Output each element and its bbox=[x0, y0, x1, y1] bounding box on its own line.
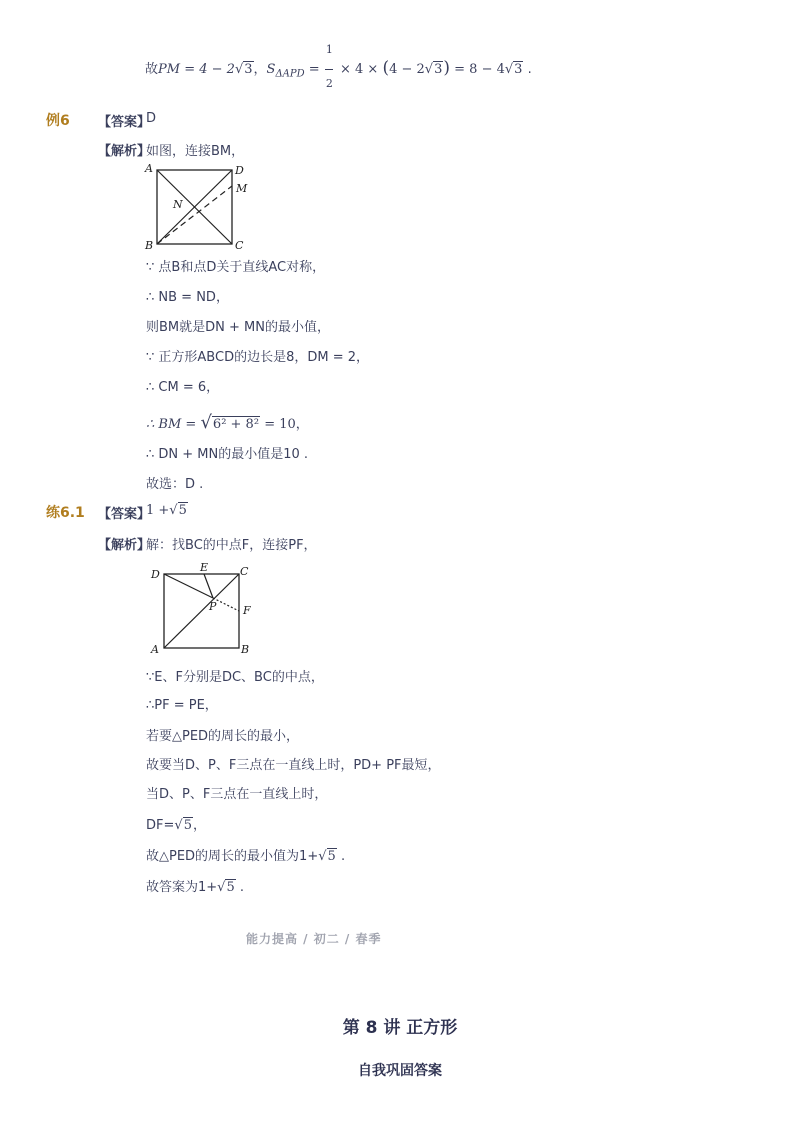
ex61-df-line: DF=√5， bbox=[146, 818, 206, 833]
bm-suffix: = 10， bbox=[264, 417, 309, 432]
label-p: P bbox=[209, 600, 217, 613]
pm-expression: PM = 4 − 2 bbox=[158, 62, 235, 77]
fraction-numerator: 1 bbox=[325, 43, 333, 56]
final-prefix: 故答案为1+ bbox=[146, 880, 218, 895]
final-suffix: . bbox=[239, 880, 245, 895]
practice-6-1-analysis-tag: 【解析】 bbox=[98, 538, 151, 553]
example-6-label: 例6 bbox=[46, 113, 70, 129]
area-symbol: S bbox=[266, 62, 276, 77]
ex61-line-1: ∵E、F分别是DC、BC的中点， bbox=[146, 670, 324, 685]
min-prefix: 故△PED的周长的最小值为1+ bbox=[146, 849, 319, 864]
ex6-bm-line: ∴ BM = √6² + 8² = 10， bbox=[146, 412, 309, 433]
min-suffix: . bbox=[340, 849, 346, 864]
ex61-line-2: ∴PF = PE， bbox=[146, 698, 218, 713]
example-6-answer: D bbox=[146, 111, 157, 126]
ex6-line-4: ∵ 正方形ABCD的边长是8，DM = 2， bbox=[146, 350, 369, 365]
ex61-line-3: 若要△PED的周长的最小， bbox=[146, 729, 300, 744]
practice-6-1-intro: 解：找BC的中点F，连接PF， bbox=[146, 538, 317, 553]
top-comma: ， bbox=[253, 62, 267, 77]
df-suffix: ， bbox=[192, 818, 206, 833]
diagonal-ac-2 bbox=[164, 574, 239, 648]
bm-radicand: 6² + 8² bbox=[212, 417, 260, 432]
example-6-answer-tag: 【答案】 bbox=[98, 115, 151, 130]
label-a: A bbox=[145, 162, 153, 175]
bm-prefix: ∴ BM = bbox=[146, 417, 197, 432]
label-b2: B bbox=[241, 643, 250, 656]
ex6-line-7: 故选：D . bbox=[146, 477, 204, 492]
df-radicand: 5 bbox=[183, 818, 192, 833]
fraction-denominator: 2 bbox=[325, 77, 333, 90]
ex6-line-2: ∴ NB = ND， bbox=[146, 290, 229, 305]
square-figure-bm bbox=[140, 160, 250, 252]
ex6-line-6: ∴ DN + MN的最小值是10 . bbox=[146, 447, 309, 462]
label-c2: C bbox=[240, 565, 249, 578]
ex61-line-5: 当D、P、F三点在一直线上时， bbox=[146, 787, 328, 802]
label-a2: A bbox=[151, 643, 159, 656]
ex6-line-1: ∵ 点B和点D关于直线AC对称， bbox=[146, 260, 326, 275]
practice-6-1-answer-tag: 【答案】 bbox=[98, 507, 151, 522]
example-6-analysis-tag: 【解析】 bbox=[98, 144, 151, 159]
radicand-1: 3 bbox=[244, 62, 253, 77]
label-b: B bbox=[145, 239, 154, 252]
label-n: N bbox=[173, 198, 183, 211]
square-figure-pef bbox=[146, 562, 258, 656]
answer-radicand: 5 bbox=[178, 503, 187, 518]
label-m: M bbox=[236, 182, 248, 195]
multiply-expr: × 4 × bbox=[339, 62, 379, 77]
practice-6-1-label: 练6.1 bbox=[46, 505, 85, 521]
radicand-3: 3 bbox=[514, 62, 523, 77]
label-c: C bbox=[235, 239, 244, 252]
ex61-line-4: 故要当D、P、F三点在一直线上时，PD+ PF最短， bbox=[146, 758, 441, 773]
segment-bm bbox=[157, 186, 232, 244]
paren-inner: 4 − 2 bbox=[389, 62, 425, 77]
top-formula-line: 故PM = 4 − 2√3，$S_{\Delta APD}$ = $\frac{1}{2}$ × 4 × (4 − 2√3) = 8 − 4√3 . bbox=[145, 43, 532, 90]
fraction-bar bbox=[325, 69, 333, 70]
result-expr: = 8 − 4 bbox=[454, 62, 505, 77]
ex6-line-3: 则BM就是DN + MN的最小值， bbox=[146, 320, 330, 335]
chapter-title: 第 8 讲 正方形 bbox=[342, 1018, 458, 1038]
final-radicand: 5 bbox=[226, 880, 235, 895]
example-6-intro: 如图，连接BM， bbox=[146, 144, 245, 159]
label-d: D bbox=[235, 164, 244, 177]
ex6-line-5: ∴ CM = 6， bbox=[146, 380, 220, 395]
segment-pf bbox=[213, 598, 239, 611]
min-radicand: 5 bbox=[327, 849, 336, 864]
fraction-half bbox=[324, 43, 336, 90]
area-subscript: ΔAPD bbox=[275, 68, 305, 80]
label-d2: D bbox=[151, 568, 160, 581]
page-footer: 能力提高 / 初二 / 春季 bbox=[246, 932, 382, 946]
df-prefix: DF= bbox=[146, 818, 175, 833]
ex61-final-line: 故答案为1+√5 . bbox=[146, 880, 245, 895]
section-title: 自我巩固答案 bbox=[358, 1063, 442, 1079]
radicand-2: 3 bbox=[434, 62, 443, 77]
equals-sign: = bbox=[308, 62, 320, 77]
ex61-min-line: 故△PED的周长的最小值为1+√5 . bbox=[146, 849, 346, 864]
top-prefix: 故 bbox=[145, 62, 159, 77]
label-e: E bbox=[200, 562, 209, 574]
label-f: F bbox=[243, 604, 251, 617]
answer-prefix: 1 + bbox=[146, 503, 170, 518]
practice-6-1-answer: 1 +√5 bbox=[146, 503, 187, 518]
top-end: . bbox=[527, 62, 532, 77]
